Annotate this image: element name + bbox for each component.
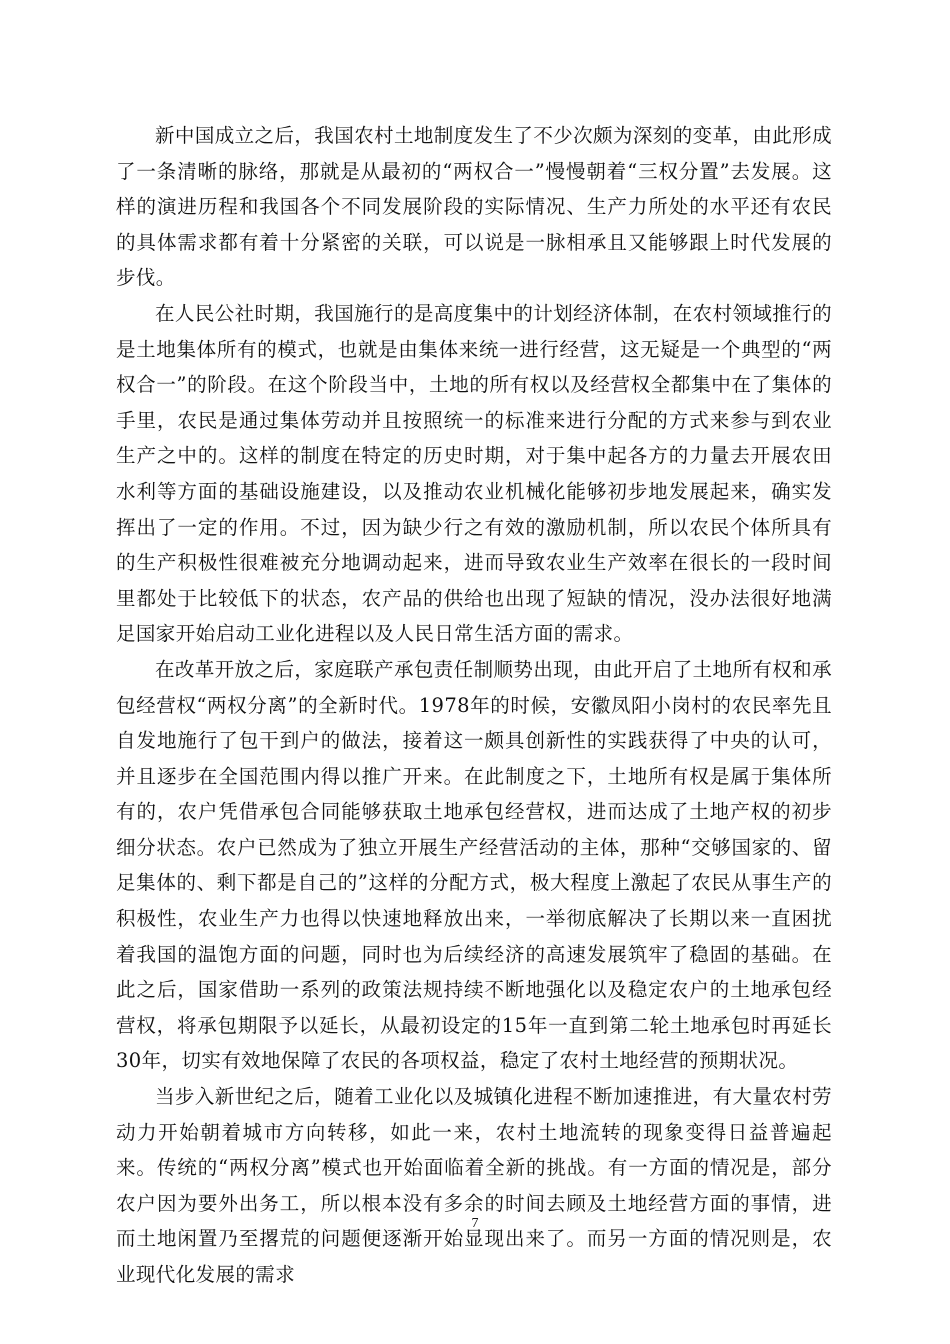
page-number: 7 bbox=[471, 1216, 479, 1231]
paragraph-4: 当步入新世纪之后，随着工业化以及城镇化进程不断加速推进，有大量农村劳动力开始朝着城市方向转移，如此一来，农村土地流转的现象变得日益普遍起来。传统的“两权分离”模式也开始面临着全新的挑战。有一方面的情况是，部分农户因为要外出务工，所以根本没有多余的时间去顾及土地经营方面的事情，进而土地闲置乃至撂荒的问题便逐渐开始显现出来了。而另一方面的情况则是，农业现代化发展的需求 bbox=[116, 1085, 832, 1286]
paragraph-3: 在改革开放之后，家庭联产承包责任制顺势出现，由此开启了土地所有权和承包经营权“两权分离”的全新时代。1978年的时候，安徽凤阳小岗村的农民率先且自发地施行了包干到户的做法，接着这一颇具创新性的实践获得了中央的认可，并且逐步在全国范围内得以推广开来。在此制度之下，土地所有权是属于集体所有的，农户凭借承包合同能够获取土地承包经营权，进而达成了土地产权的初步细分状态。农户已然成为了独立开展生产经营活动的主体，那种“交够国家的、留足集体的、剩下都是自己的”这样的分配方式，极大程度上激起了农民从事生产的积极性，农业生产力也得以快速地释放出来，一举彻底解决了长期以来一直困扰着我国的温饱方面的问题，同时也为后续经济的高速发展筑牢了稳固的基础。在此之后，国家借助一系列的政策法规持续不断地强化以及稳定农户的土地承包经营权，将承包期限予以延长，从最初设定的15年一直到第二轮土地承包时再延长30年，切实有效地保障了农民的各项权益，稳定了农村土地经营的预期状况。 bbox=[116, 657, 832, 1073]
paragraph-1: 新中国成立之后，我国农村土地制度发生了不少次颇为深刻的变革，由此形成了一条清晰的脉络，那就是从最初的“两权合一”慢慢朝着“三权分置”去发展。这样的演进历程和我国各个不同发展阶段的实际情况、生产力所处的水平还有农民的具体需求都有着十分紧密的关联，可以说是一脉相承且又能够跟上时代发展的步伐。 bbox=[116, 124, 832, 290]
paragraph-2: 在人民公社时期，我国施行的是高度集中的计划经济体制，在农村领域推行的是土地集体所有的模式，也就是由集体来统一进行经营，这无疑是一个典型的“两权合一”的阶段。在这个阶段当中，土地的所有权以及经营权全都集中在了集体的手里，农民是通过集体劳动并且按照统一的标准来进行分配的方式来参与到农业生产之中的。这样的制度在特定的历史时期，对于集中起各方的力量去开展农田水利等方面的基础设施建设，以及推动农业机械化能够初步地发展起来，确实发挥出了一定的作用。不过，因为缺少行之有效的激励机制，所以农民个体所具有的生产积极性很难被充分地调动起来，进而导致农业生产效率在很长的一段时间里都处于比较低下的状态，农产品的供给也出现了短缺的情况，没办法很好地满足国家开始启动工业化进程以及人民日常生活方面的需求。 bbox=[116, 301, 832, 646]
body-text bbox=[116, 118, 832, 1293]
